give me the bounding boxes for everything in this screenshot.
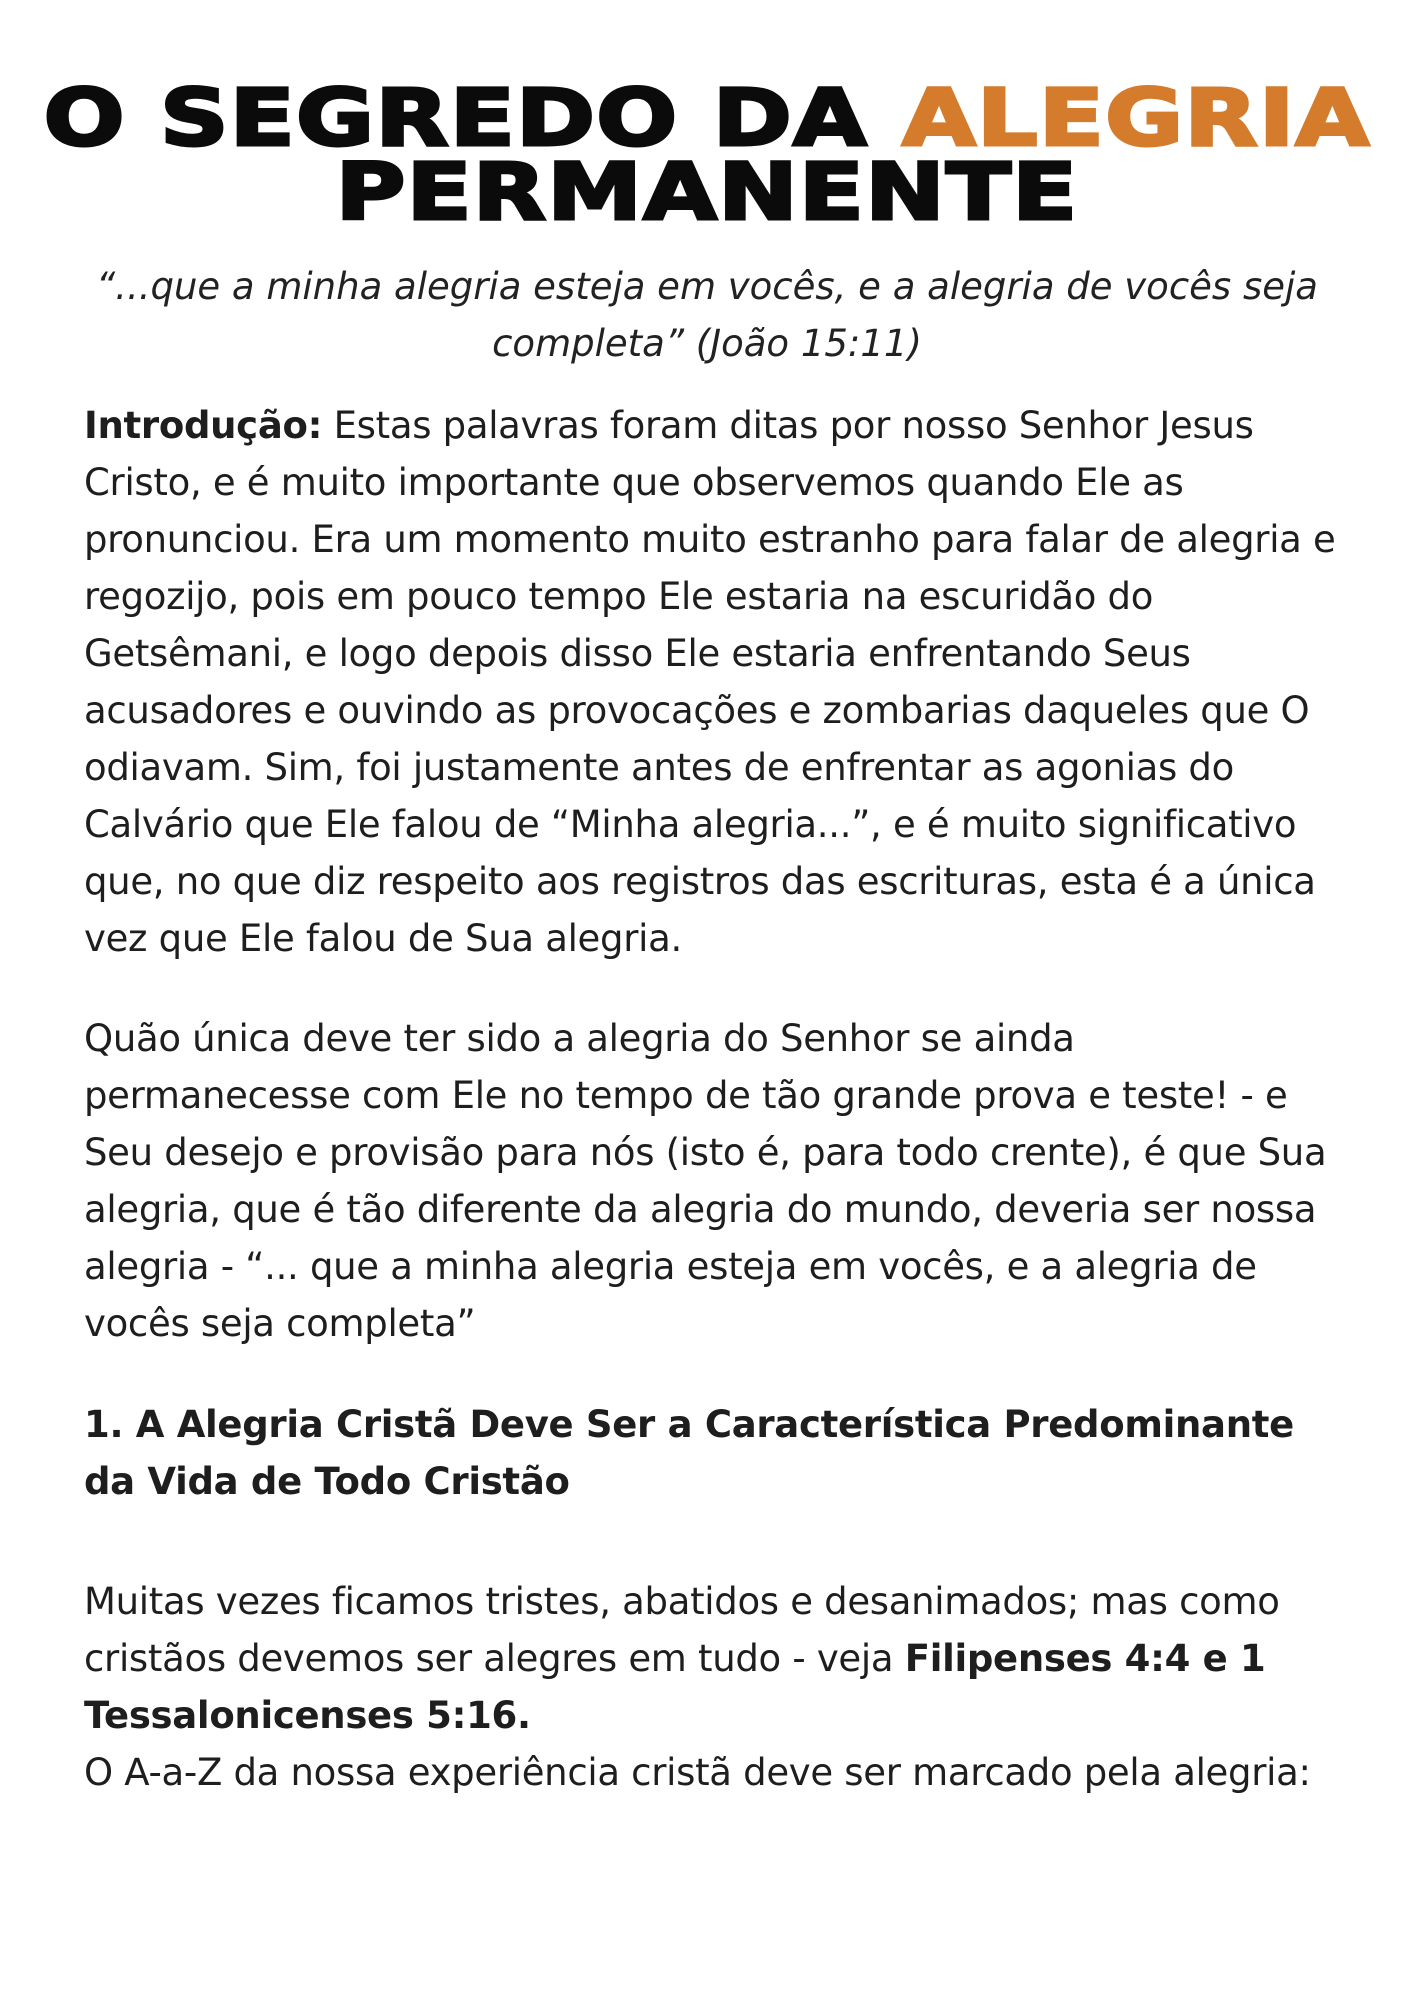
title-prefix: O SEGREDO DA	[43, 74, 903, 164]
title-accent-word: ALEGRIA	[902, 74, 1371, 164]
page-title	[0, 74, 1414, 239]
title-line-1	[0, 74, 1414, 164]
scripture-reference: Filipenses 4:4 e 1 Tessalonicenses 5:16.	[84, 1637, 1266, 1737]
paragraph-3-text: Muitas vezes ficamos tristes, abatidos e desanimados; mas como cristãos devemos ser alegres em tudo - veja	[84, 1580, 1280, 1680]
paragraph-3-continuation: O A-a-Z da nossa experiência cristã deve ser marcado pela alegria:	[84, 1751, 1311, 1794]
intro-paragraph	[84, 397, 1344, 967]
section-heading-1: 1. A Alegria Cristã Deve Ser a Característica Predominante da Vida de Todo Cristão	[84, 1403, 1294, 1503]
intro-label: Introdução:	[84, 404, 323, 447]
bible-quote: “...que a minha alegria esteja em vocês, e a alegria de vocês seja completa” (João 15:11)	[96, 265, 1318, 365]
title-line-2: PERMANENTE	[335, 148, 1079, 239]
paragraph-2: Quão única deve ter sido a alegria do Senhor se ainda permanecesse com Ele no tempo de tão grande prova e teste! - e Seu desejo e provisão para nós (isto é, para todo crente), é que Sua alegria, que é tão diferente da alegria do mundo, deveria ser nossa alegria - “... que a minha alegria esteja em vocês, e a alegria de vocês seja completa”	[84, 1017, 1327, 1345]
paragraph-3	[84, 1573, 1344, 1801]
intro-text: Estas palavras foram ditas por nosso Senhor Jesus Cristo, e é muito importante que observemos quando Ele as pronunciou. Era um momento muito estranho para falar de alegria e regozijo, pois em pouco tempo Ele estaria na escuridão do Getsêmani, e logo depois disso Ele estaria enfrentando Seus acusadores e ouvindo as provocações e zombarias daqueles que O odiavam. Sim, foi justamente antes de enfrentar as agonias do Calvário que Ele falou de “Minha alegria...”, e é muito significativo que, no que diz respeito aos registros das escrituras, esta é a única vez que Ele falou de Sua alegria.	[84, 404, 1336, 960]
